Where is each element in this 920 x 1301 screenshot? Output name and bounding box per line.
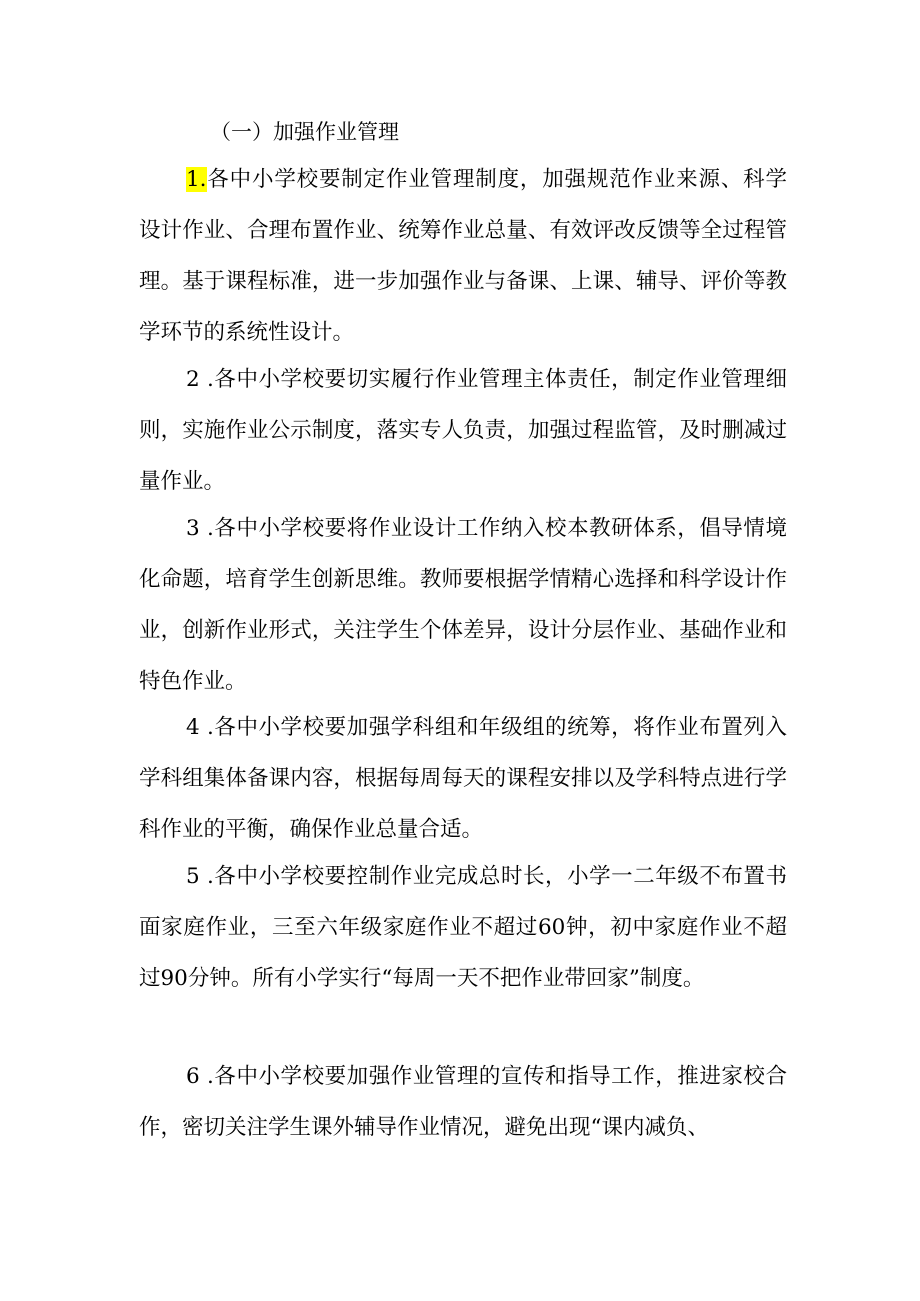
paragraph-text: 各中小学校要制定作业管理制度，加强规范作业来源、科学设计作业、合理布置作业、统筹作业总量、有效评改反馈等全过程管理。基于课程标准，进一步加强作业与备课、上课、辅导、评价等教学环节的系统性设计。 <box>139 167 787 345</box>
section-heading: （一）加强作业管理 <box>210 120 399 144</box>
item-number: 5 . <box>186 864 214 889</box>
paragraph-2 <box>139 354 787 507</box>
paragraph-4 <box>139 702 787 855</box>
item-number: 4 . <box>186 715 214 740</box>
paragraph-text: 各中小学校要控制作业完成总时长，小学一二年级不布置书面家庭作业，三至六年级家庭作业不超过60钟，初中家庭作业不超过90分钟。所有小学实行“每周一天不把作业带回家”制度。 <box>139 864 787 991</box>
paragraph-text: 各中小学校要加强作业管理的宣传和指导工作，推进家校合作，密切关注学生课外辅导作业情况，避免出现“课内减负、 <box>139 1064 787 1140</box>
paragraph-3 <box>139 503 787 707</box>
paragraph-text: 各中小学校要切实履行作业管理主体责任，制定作业管理细则，实施作业公示制度，落实专人负责，加强过程监管，及时删减过量作业。 <box>139 367 787 494</box>
paragraph-5 <box>139 851 787 1004</box>
item-number: 2 . <box>186 367 214 392</box>
item-number: 3 . <box>186 516 214 541</box>
paragraph-1 <box>139 154 787 358</box>
item-number: 6 . <box>186 1064 214 1089</box>
paragraph-6 <box>139 1051 787 1153</box>
paragraph-text: 各中小学校要将作业设计工作纳入校本教研体系，倡导情境化命题，培育学生创新思维。教师要根据学情精心选择和科学设计作业，创新作业形式，关注学生个体差异，设计分层作业、基础作业和特色作业。 <box>139 516 787 694</box>
item-number-highlighted: 1. <box>186 167 207 192</box>
paragraph-text: 各中小学校要加强学科组和年级组的统筹，将作业布置列入学科组集体备课内容，根据每周每天的课程安排以及学科特点进行学科作业的平衡，确保作业总量合适。 <box>139 715 787 842</box>
